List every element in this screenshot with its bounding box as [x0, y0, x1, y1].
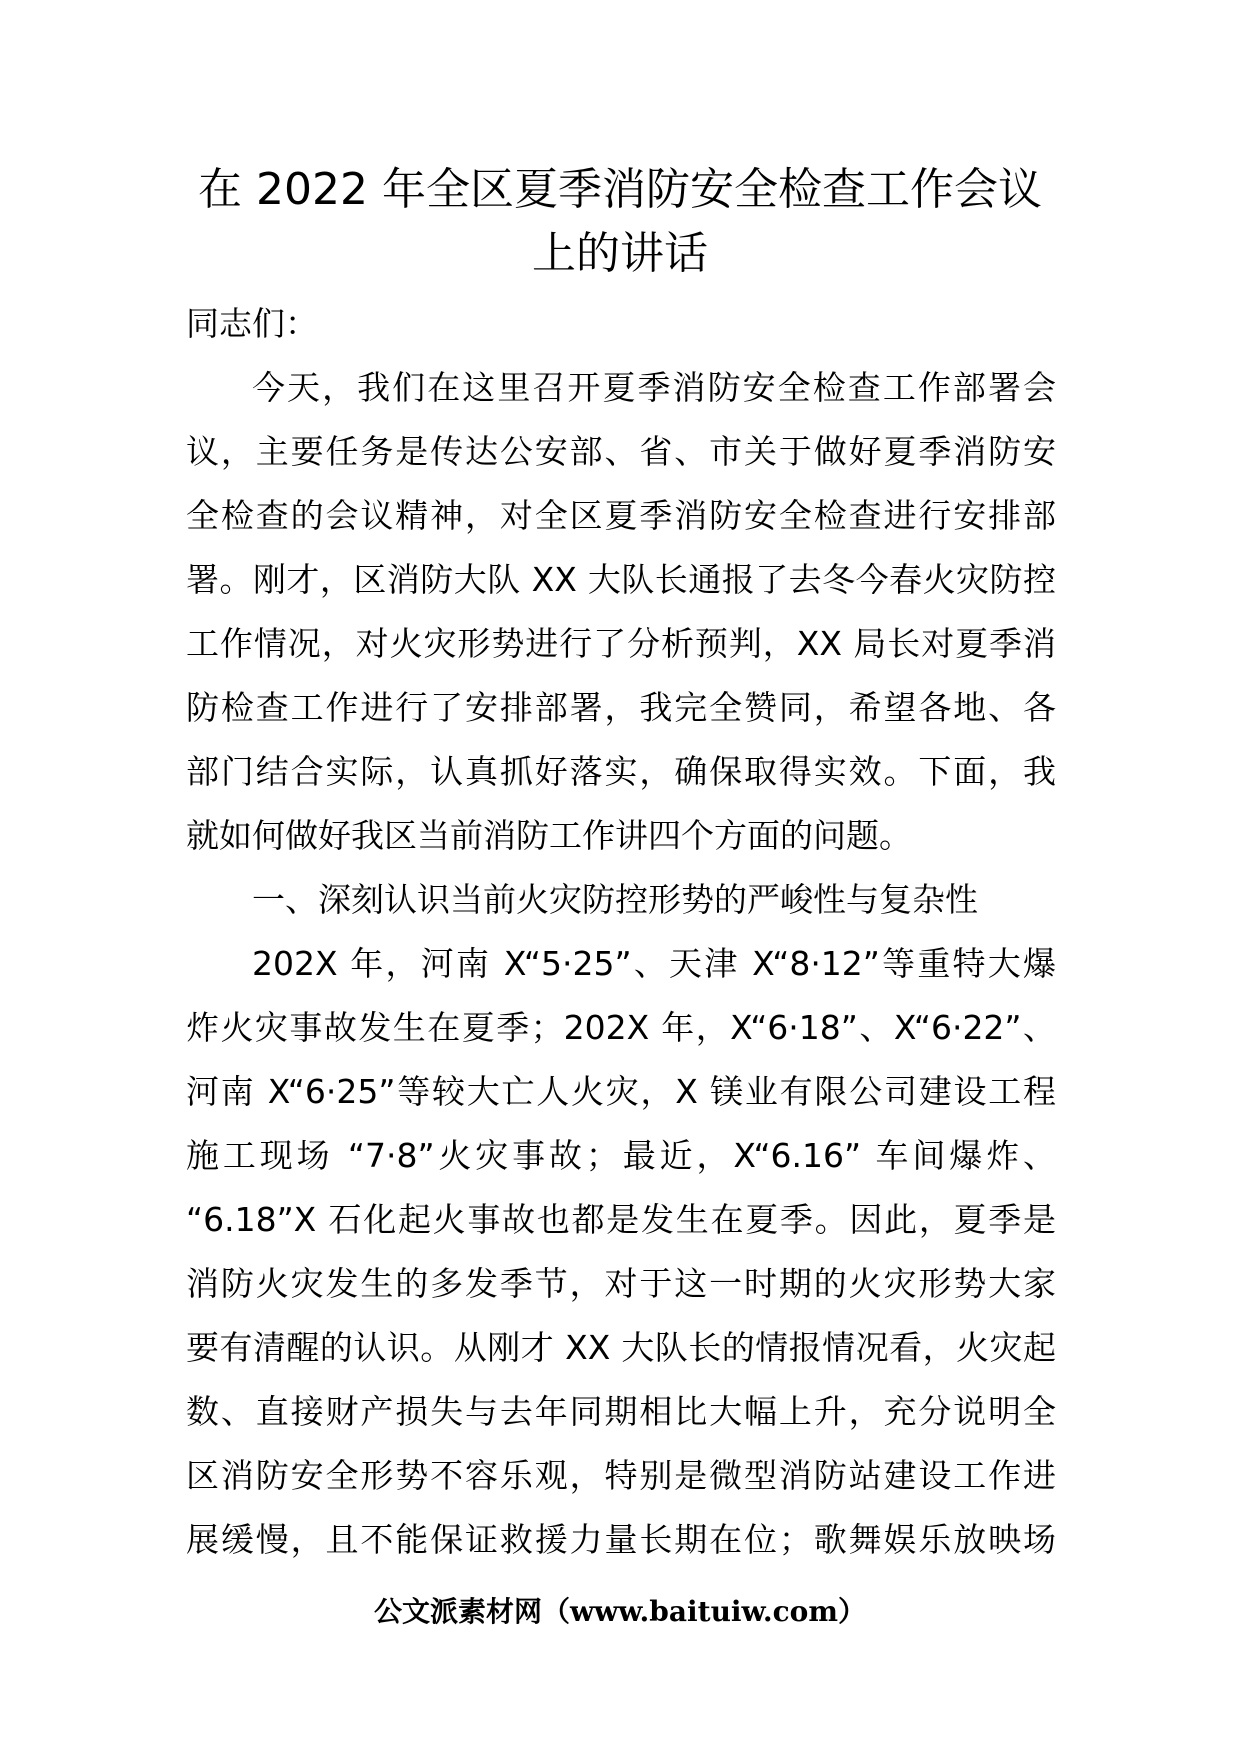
paragraph-line: 202X 年，河南 X“5·25”、天津 X“8·12”等重特大爆 [252, 944, 1056, 983]
paragraph-line: 全检查的会议精神，对全区夏季消防安全检查进行安排部 [186, 496, 1056, 535]
paragraph-line: 展缓慢，且不能保证救援力量长期在位；歌舞娱乐放映场 [186, 1520, 1056, 1559]
paragraph-line: 防检查工作进行了安排部署，我完全赞同，希望各地、各 [186, 688, 1056, 727]
paragraph-line: “6.18”X 石化起火事故也都是发生在夏季。因此，夏季是 [186, 1200, 1056, 1239]
paragraph-line: 消防火灾发生的多发季节，对于这一时期的火灾形势大家 [186, 1264, 1056, 1303]
paragraph-line: 议，主要任务是传达公安部、省、市关于做好夏季消防安 [186, 432, 1056, 471]
paragraph-line: 就如何做好我区当前消防工作讲四个方面的问题。 [186, 816, 912, 855]
paragraph-line: 炸火灾事故发生在夏季；202X 年，X“6·18”、X“6·22”、 [186, 1008, 1056, 1047]
paragraph-line: 河南 X“6·25”等较大亡人火灾，X 镁业有限公司建设工程 [186, 1072, 1056, 1111]
paragraph-line: 今天，我们在这里召开夏季消防安全检查工作部署会 [252, 368, 1056, 407]
document-title [186, 158, 1054, 286]
document-body [186, 292, 1056, 1572]
paragraph-line: 区消防安全形势不容乐观，特别是微型消防站建设工作进 [186, 1456, 1056, 1495]
salutation: 同志们： [186, 304, 318, 343]
paragraph-intro [186, 356, 1056, 868]
paragraph-line: 施工现场 “7·8”火灾事故；最近，X“6.16” 车间爆炸、 [186, 1136, 1056, 1175]
title-line: 在 2022 年全区夏季消防安全检查工作会议 [198, 164, 1042, 215]
paragraph-line: 数、直接财产损失与去年同期相比大幅上升，充分说明全 [186, 1392, 1056, 1431]
footer-watermark: 公文派素材网（www.baituiw.com） [374, 1595, 866, 1628]
section-heading: 一、深刻认识当前火灾防控形势的严峻性与复杂性 [252, 880, 978, 919]
paragraph-line: 工作情况，对火灾形势进行了分析预判，XX 局长对夏季消 [186, 624, 1056, 663]
paragraph-line: 部门结合实际，认真抓好落实，确保取得实效。下面，我 [186, 752, 1056, 791]
paragraph-line: 要有清醒的认识。从刚才 XX 大队长的情报情况看，火灾起 [186, 1328, 1056, 1367]
title-line: 上的讲话 [532, 228, 708, 279]
paragraph-situation [186, 932, 1056, 1572]
paragraph-line: 署。刚才，区消防大队 XX 大队长通报了去冬今春火灾防控 [186, 560, 1056, 599]
